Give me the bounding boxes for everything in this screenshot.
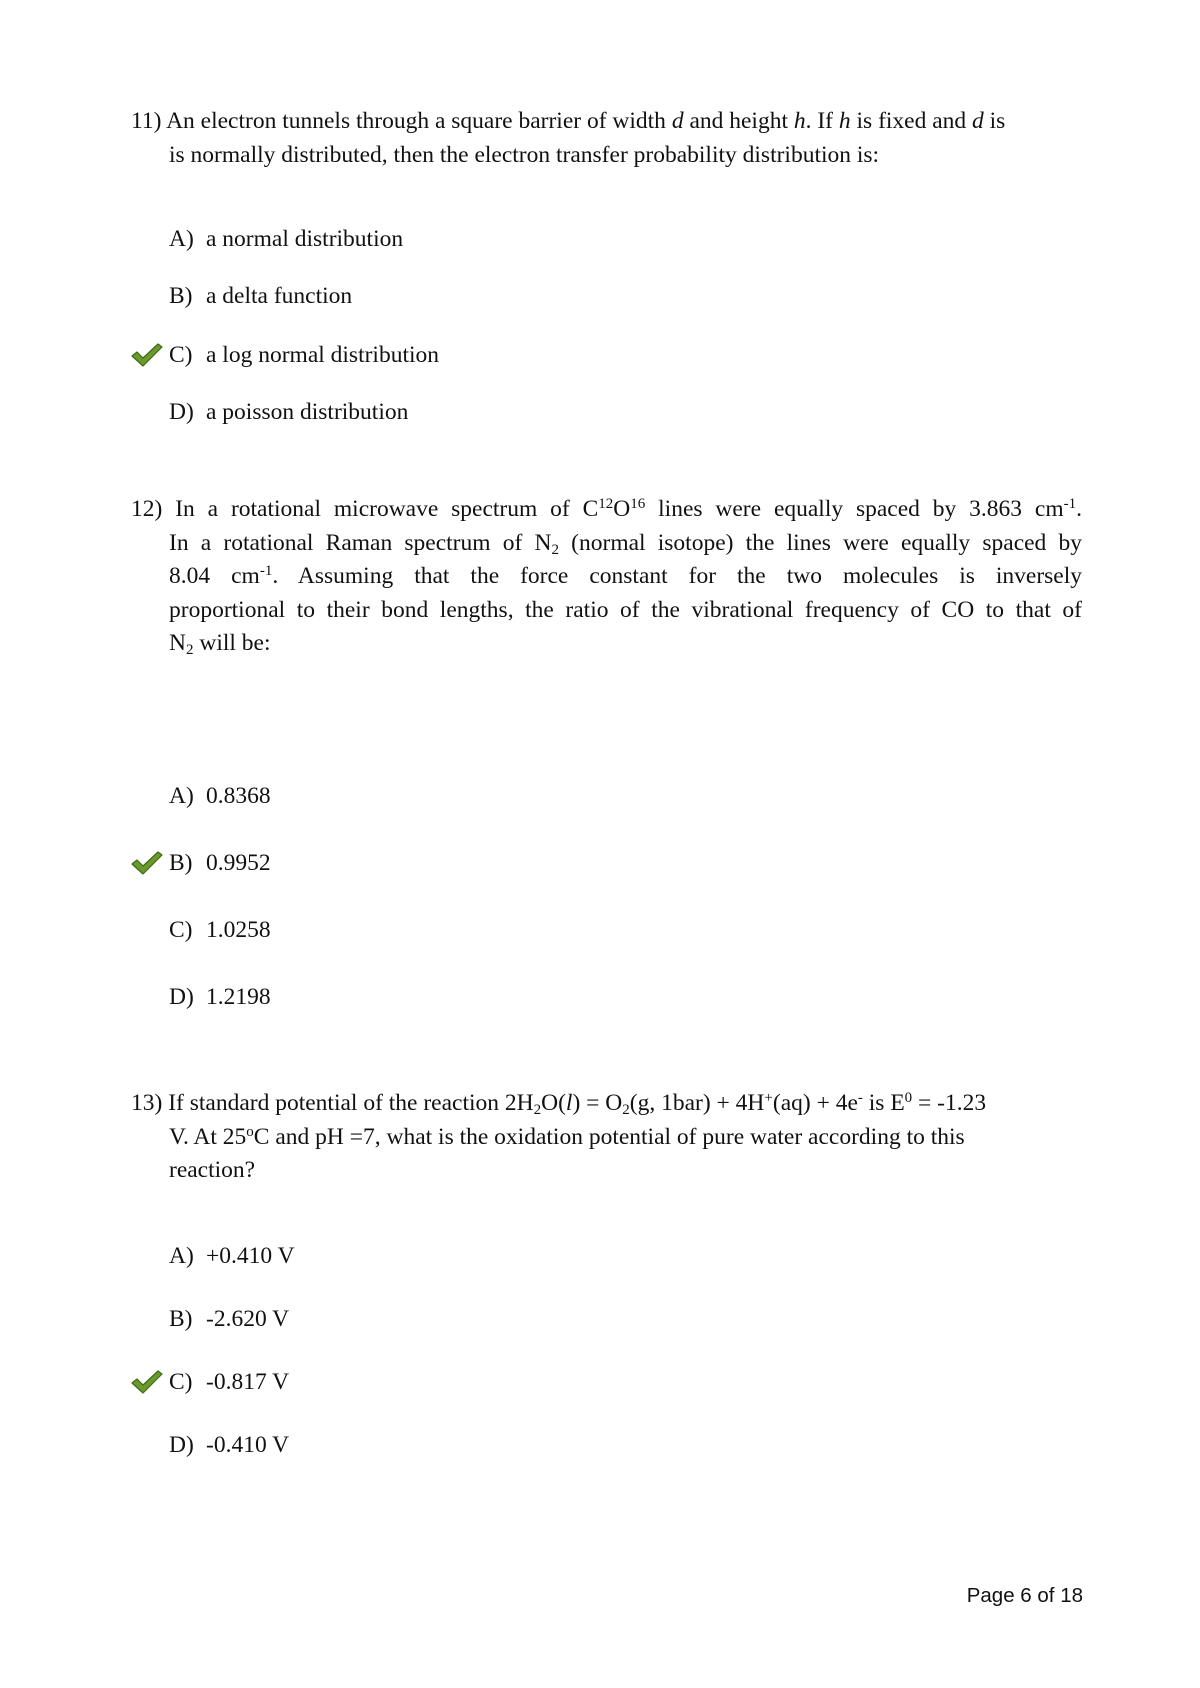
variable-d: d <box>972 108 984 134</box>
option-letter: C) <box>169 342 193 368</box>
option-text: -0.410 V <box>206 1432 290 1458</box>
option-c[interactable] <box>169 915 271 945</box>
question-text: O <box>613 496 631 522</box>
option-c[interactable] <box>169 1367 289 1397</box>
option-text: 0.8368 <box>206 783 271 809</box>
question-text: In a rotational microwave spectrum of C <box>175 496 599 522</box>
option-d[interactable] <box>169 397 408 427</box>
question-11-line-1 <box>131 105 1082 139</box>
option-a[interactable] <box>169 224 403 254</box>
superscript: - <box>857 1089 863 1106</box>
variable-h: h <box>793 108 806 134</box>
option-letter: A) <box>169 226 194 252</box>
question-text: N <box>169 630 186 656</box>
subscript: 2 <box>185 641 194 658</box>
question-text: ) = O <box>572 1090 623 1116</box>
question-12 <box>131 493 1082 661</box>
option-b[interactable] <box>169 1304 289 1334</box>
superscript: 16 <box>630 495 646 512</box>
option-a[interactable] <box>169 781 271 811</box>
subscript: 2 <box>622 1101 630 1118</box>
option-text: -2.620 V <box>206 1306 290 1332</box>
superscript: o <box>246 1123 254 1140</box>
option-text: 0.9952 <box>206 850 271 876</box>
option-letter: A) <box>169 783 194 809</box>
checkmark-icon <box>131 1369 163 1395</box>
question-text: = -1.23 <box>912 1090 987 1116</box>
question-number: 13) <box>131 1090 163 1116</box>
option-letter: D) <box>169 1432 194 1458</box>
variable-h: h <box>838 108 851 134</box>
variable-d: d <box>671 108 684 134</box>
superscript: -1 <box>259 562 273 579</box>
question-text: . If <box>805 108 839 134</box>
question-text: An electron tunnels through a square barrier of width <box>166 108 672 134</box>
question-11 <box>131 105 1082 172</box>
option-letter: A) <box>169 1243 194 1269</box>
question-text: and height <box>683 108 794 134</box>
question-text: will be: <box>193 630 271 656</box>
option-text: a poisson distribution <box>206 399 409 425</box>
question-text: . <box>1076 496 1082 522</box>
option-text: 1.0258 <box>206 917 271 943</box>
question-text: In a rotational Raman spectrum of N <box>169 529 552 556</box>
question-text: is <box>983 108 1006 134</box>
question-12-line-1 <box>131 493 1082 527</box>
option-letter: B) <box>169 1306 193 1332</box>
superscript: 12 <box>598 495 614 512</box>
option-b[interactable] <box>169 848 271 878</box>
option-letter: D) <box>169 399 194 425</box>
superscript: -1 <box>1063 495 1077 512</box>
checkmark-icon <box>131 342 163 368</box>
option-text: -0.817 V <box>206 1369 290 1395</box>
option-letter: C) <box>169 917 193 943</box>
superscript: + <box>764 1089 773 1106</box>
question-text: V. At 25 <box>169 1123 247 1150</box>
checkmark-icon <box>131 850 163 876</box>
option-a[interactable] <box>169 1241 295 1271</box>
option-letter: B) <box>169 283 193 309</box>
question-number: 12) <box>131 496 163 522</box>
option-text: +0.410 V <box>206 1243 295 1269</box>
question-text: is E <box>862 1090 905 1116</box>
question-text: (normal isotope) the lines were equally spaced by <box>558 529 1082 556</box>
question-12-line-3 <box>131 560 1082 594</box>
question-12-line-5 <box>131 627 1082 661</box>
option-text: a delta function <box>206 283 353 309</box>
option-letter: C) <box>169 1369 193 1395</box>
option-c[interactable] <box>169 340 439 370</box>
question-12-line-2 <box>131 527 1082 561</box>
option-letter: B) <box>169 850 193 876</box>
superscript: 0 <box>904 1089 913 1106</box>
subscript: 2 <box>533 1101 542 1118</box>
question-12-line-4: proportional to their bond lengths, the ratio of the vibrational frequency of CO to that of <box>169 596 1082 623</box>
question-text: O( <box>541 1090 566 1116</box>
subscript: 2 <box>551 541 559 558</box>
question-13 <box>131 1087 1082 1188</box>
question-text: 8.04 cm <box>169 563 260 589</box>
question-number: 11) <box>131 108 162 134</box>
question-text: . Assuming that the force constant for the two molecules is inversely <box>272 563 1082 589</box>
question-text: (g, 1bar) + 4H <box>629 1090 765 1116</box>
question-text: C and pH =7, what is the oxidation potential of pure water according to this <box>253 1123 965 1150</box>
question-11-line-2: is normally distributed, then the electron transfer probability distribution is: <box>169 141 880 168</box>
question-text: is fixed and <box>850 108 973 134</box>
question-13-line-1 <box>131 1087 1082 1121</box>
option-d[interactable] <box>169 982 271 1012</box>
page-number: Page 6 of 18 <box>966 1584 1083 1607</box>
question-text: If standard potential of the reaction 2H <box>168 1090 534 1116</box>
question-13-line-3: reaction? <box>169 1157 256 1183</box>
option-d[interactable] <box>169 1430 289 1460</box>
variable-l: l <box>565 1090 573 1116</box>
option-text: a normal distribution <box>206 226 404 252</box>
option-b[interactable] <box>169 281 352 311</box>
option-text: a log normal distribution <box>206 342 440 368</box>
question-text: lines were equally spaced by 3.863 cm <box>645 496 1064 522</box>
question-text: (aq) + 4e <box>772 1090 858 1116</box>
option-letter: D) <box>169 984 194 1010</box>
question-13-line-2 <box>131 1121 1082 1155</box>
option-text: 1.2198 <box>206 984 271 1010</box>
